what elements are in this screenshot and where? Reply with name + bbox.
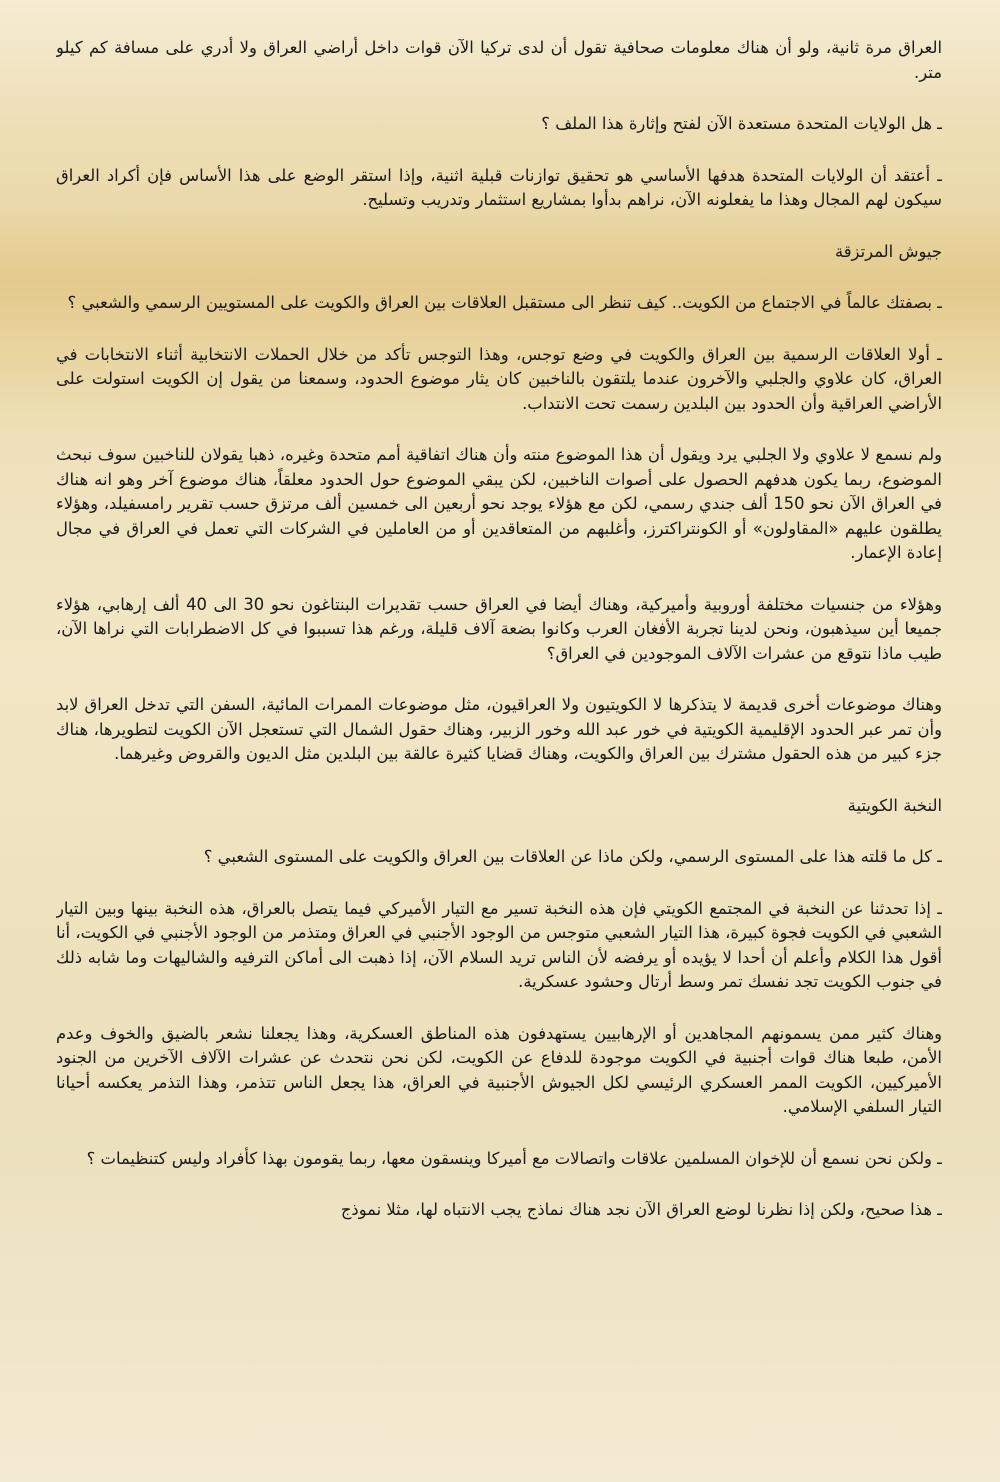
question-paragraph: ـ ولكن نحن نسمع أن للإخوان المسلمين علاقات واتصالات مع أميركا وينسقون معها، ربما يقومون بهذا كأفراد وليس كتنظيمات ؟ (86, 1148, 942, 1168)
paragraph: العراق مرة ثانية، ولو أن هناك معلومات صحافية تقول أن لدى تركيا الآن قوات داخل أراضي العراق ولا أدري على مسافة كم كيلو متر. (56, 38, 942, 82)
question-paragraph: ـ بصفتك عالماً في الاجتماع من الكويت.. كيف تنظر الى مستقبل العلاقات بين العراق والكويت على المستويين الرسمي والشعبي ؟ (67, 293, 942, 312)
section-heading: جيوش المرتزقة (834, 241, 942, 261)
question-paragraph: ـ هل الولايات المتحدة مستعدة الآن لفتح وإثارة هذا الملف ؟ (541, 114, 942, 133)
paragraph: ولم نسمع لا علاوي ولا الجلبي يرد ويقول أن هذا الموضوع منته وأن هناك اتفاقية أمم متحدة وغيره، ذهبا يقولان للناخبين سوف نبحث الموضوع، ربما يكون هدفهم الحصول على أصوات الناخبين، لكن يبقي الموضوع حول الحدود معلقاً، هناك موضوع آخر وهو انه هناك في العراق الآن نحو 150 ألف جندي رسمي، لكن مع هؤلاء يوجد نحو أربعين الى خمسين ألف مرتزق حسب تقرير رامسفيلد، وهؤلاء يطلقون عليهم «المقاولون» أو الكونتراكترز، وأغلبهم من المتعاقدين أو من العاملين في الشركات التي تعمل في العراق في مجال إعادة الإعمار. (56, 445, 942, 562)
answer-paragraph: ـ أعتقد أن الولايات المتحدة هدفها الأساسي هو تحقيق توازنات قبلية اثنية، وإذا استقر الوضع على هذا الأساس فإن أكراد العراق سيكون لهم المجال وهذا ما يفعلونه الآن، نراهم بدأوا بمشاريع استثمار وتدريب وتسليح. (56, 165, 942, 209)
answer-paragraph: ـ أولا العلاقات الرسمية بين العراق والكويت في وضع توجس، وهذا التوجس تأكد من خلال الحملات الانتخابية أثناء الانتخابات في العراق، كان علاوي والجلبي والآخرون عندما يلتقون بالناخبين كان يثار موضوع الحدود، وسمعنا من يقول إن الكويت استولت على الأراضي العراقية وأن الحدود بين البلدين رسمت تحت الانتداب. (56, 344, 942, 413)
paragraph: وهناك موضوعات أخرى قديمة لا يتذكرها لا الكويتيون ولا العراقيون، مثل موضوعات الممرات المائية، السفن التي تدخل العراق لابد وأن تمر عبر الحدود الإقليمية الكويتية في خور عبد الله وخور الزبير، وهناك حقول الشمال التي تستعجل الآن الكويت لتطويرها، هناك جزء كبير من هذه الحقول مشترك بين العراق والكويت، وهناك قضايا كثيرة عالقة بين البلدين مثل الديون والقروض وغيرهما. (56, 695, 942, 763)
answer-paragraph: ـ هذا صحيح، ولكن إذا نظرنا لوضع العراق الآن نجد هناك نماذج يجب الانتباه لها، مثلا نموذج (340, 1200, 942, 1219)
paragraph: وهؤلاء من جنسيات مختلفة أوروبية وأميركية، وهناك أيضا في العراق حسب تقديرات البنتاغون نحو 30 الى 40 ألف إرهابي، هؤلاء جميعا أين سيذهبون، ونحن لدينا تجربة الأفغان العرب وكانوا بضعة آلاف قليلة، ورغم هذا تسببوا في كل الاضطرابات التي نراها الآن، طيب ماذا نتوقع من عشرات الآلاف الموجودين في العراق؟ (56, 594, 942, 663)
section-heading: النخبة الكويتية (847, 795, 942, 815)
question-paragraph: ـ كل ما قلته هذا على المستوى الرسمي، ولكن ماذا عن العلاقات بين العراق والكويت على المستوى الشعبي ؟ (203, 847, 942, 866)
article-body (56, 36, 942, 1466)
answer-paragraph: ـ إذا تحدثنا عن النخبة في المجتمع الكويتي فإن هذه النخبة تسير مع التيار الأميركي فيما يتصل بالعراق، هذه النخبة بينها وبين التيار الشعبي في الكويت فجوة كبيرة، هذا التيار الشعبي متوجس من الوجود الأجنبي في العراق ومتذمر من الوجود الأجنبي في الكويت، أنا أقول هذا الكلام وأعلم أن أحدا لا يؤيده أو يرفضه لأن الناس تريد السلام الآن، إذا ذهبت الى أماكن الترفيه والشاليهات وما شابه ذلك في جنوب الكويت تجد نفسك تمر وسط أرتال وحشود عسكرية. (56, 898, 942, 991)
paragraph: وهناك كثير ممن يسمونهم المجاهدين أو الإرهابيين يستهدفون هذه المناطق العسكرية، وهذا يجعلنا نشعر بالضيق والخوف وعدم الأمن، طبعا هناك قوات أجنبية في الكويت موجودة للدفاع عن الكويت، لكن نحن نتحدث عن عشرات الآلاف الآخرين من الجنود الأميركيين، الكويت الممر العسكري الرئيسي لكل الجيوش الأجنبية في العراق، هذا يجعل الناس تتذمر، وهذا التذمر يعكسه أحيانا التيار السلفي الإسلامي. (56, 1023, 942, 1116)
